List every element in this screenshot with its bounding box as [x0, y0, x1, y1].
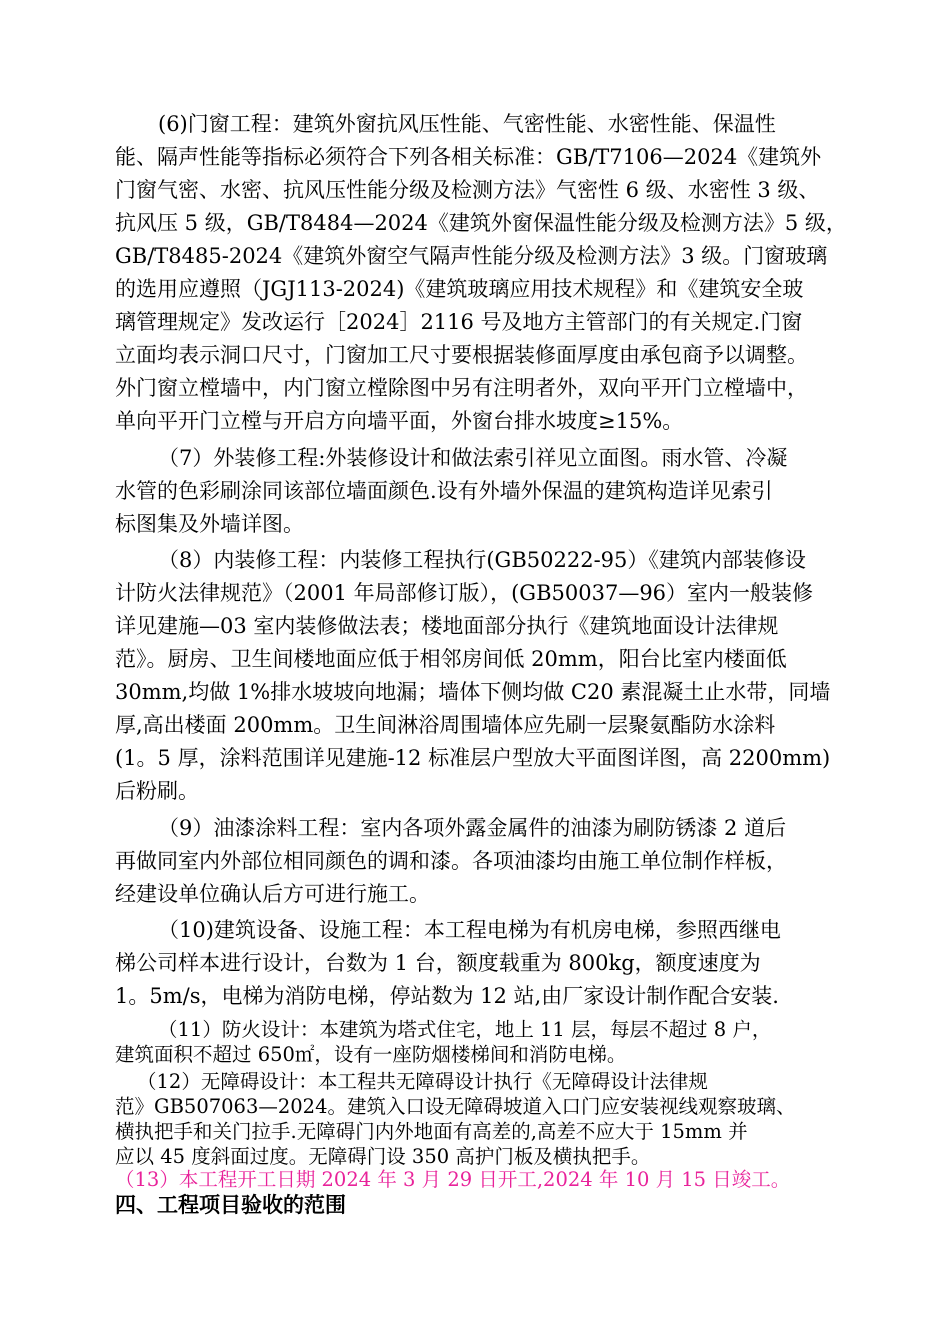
- text-line: 计防火法律规范》（2001 年局部修订版），(GB50037—96）室内一般装修: [115, 581, 814, 605]
- text-line: （8）内装修工程：内装修工程执行(GB50222-95）《建筑内部装修设: [158, 548, 806, 572]
- text-line: 建筑面积不超过 650㎡，设有一座防烟楼梯间和消防电梯。: [115, 1043, 627, 1066]
- text-line: 范》GB507063—2024。建筑入口设无障碍坡道入口门应安装视线观察玻璃、: [115, 1095, 796, 1118]
- text-line: 详见建施—03 室内装修做法表；楼地面部分执行《建筑地面设计法律规: [115, 614, 779, 638]
- text-line: 横执把手和关门拉手.无障碍门内外地面有高差的,高差不应大于 15mm 并: [115, 1120, 748, 1143]
- text-line: 立面均表示洞口尺寸，门窗加工尺寸要根据装修面厚度由承包商予以调整。: [115, 343, 808, 367]
- section-heading: 四、工程项目验收的范围: [115, 1193, 346, 1217]
- text-line: （10)建筑设备、设施工程：本工程电梯为有机房电梯，参照西继电: [158, 918, 781, 942]
- text-line: （11）防火设计：本建筑为塔式住宅，地上 11 层，每层不超过 8 户，: [158, 1018, 772, 1041]
- text-line: 门窗气密、水密、抗风压性能分级及检测方法》气密性 6 级、水密性 3 级、: [115, 178, 820, 202]
- text-line: （9）油漆涂料工程：室内各项外露金属件的油漆为刷防锈漆 2 道后: [158, 816, 787, 840]
- text-line: 应以 45 度斜面过度。无障碍门设 350 高护门板及横执把手。: [115, 1145, 651, 1168]
- text-line: 后粉刷。: [115, 779, 199, 803]
- text-line: 1。5m/s，电梯为消防电梯，停站数为 12 站,由厂家设计制作配合安装.: [115, 984, 779, 1008]
- text-line: (6)门窗工程：建筑外窗抗风压性能、气密性能、水密性能、保温性: [158, 112, 776, 136]
- text-line: （7）外装修工程:外装修设计和做法索引祥见立面图。雨水管、冷凝: [158, 446, 788, 470]
- text-line: 能、隔声性能等指标必须符合下列各相关标准：GB/T7106—2024《建筑外: [115, 145, 822, 169]
- highlighted-text-line: （13）本工程开工日期 2024 年 3 月 29 日开工,2024 年 10 月 15 日竣工。: [115, 1168, 791, 1191]
- text-line: 璃管理规定》发改运行［2024］2116 号及地方主管部门的有关规定.门窗: [115, 310, 803, 334]
- text-line: 再做同室内外部位相同颜色的调和漆。各项油漆均由施工单位制作样板，: [115, 849, 787, 873]
- text-line: GB/T8485-2024《建筑外窗空气隔声性能分级及检测方法》3 级。门窗玻璃: [115, 244, 828, 268]
- text-line: 抗风压 5 级，GB/T8484—2024《建筑外窗保温性能分级及检测方法》5 级，: [115, 211, 847, 235]
- text-line: 单向平开门立樘与开启方向墙平面，外窗台排水坡度≥15%。: [115, 409, 684, 433]
- text-line: 标图集及外墙详图。: [115, 512, 304, 536]
- text-line: 厚,高出楼面 200mm。卫生间淋浴周围墙体应先刷一层聚氨酯防水涂料: [115, 713, 776, 737]
- text-line: 的选用应遵照（JGJ113-2024)《建筑玻璃应用技术规程》和《建筑安全玻: [115, 277, 804, 301]
- text-line: 范》。厨房、卫生间楼地面应低于相邻房间低 20mm，阳台比室内楼面低: [115, 647, 787, 671]
- text-line: 梯公司样本进行设计，台数为 1 台，额度载重为 800kg，额度速度为: [115, 951, 761, 975]
- text-line: 水管的色彩刷涂同该部位墙面颜色.设有外墙外保温的建筑构造详见索引: [115, 479, 773, 503]
- text-line: (1。5 厚，涂料范围详见建施-12 标准层户型放大平面图详图，高 2200mm): [115, 746, 831, 770]
- text-line: 外门窗立樘墙中，内门窗立樘除图中另有注明者外，双向平开门立樘墙中，: [115, 376, 808, 400]
- text-line: 经建设单位确认后方可进行施工。: [115, 882, 430, 906]
- text-line: （12）无障碍设计：本工程共无障碍设计执行《无障碍设计法律规: [137, 1070, 708, 1093]
- text-line: 30mm,均做 1%排水坡坡向地漏；墙体下侧均做 C20 素混凝土止水带，同墙: [115, 680, 831, 704]
